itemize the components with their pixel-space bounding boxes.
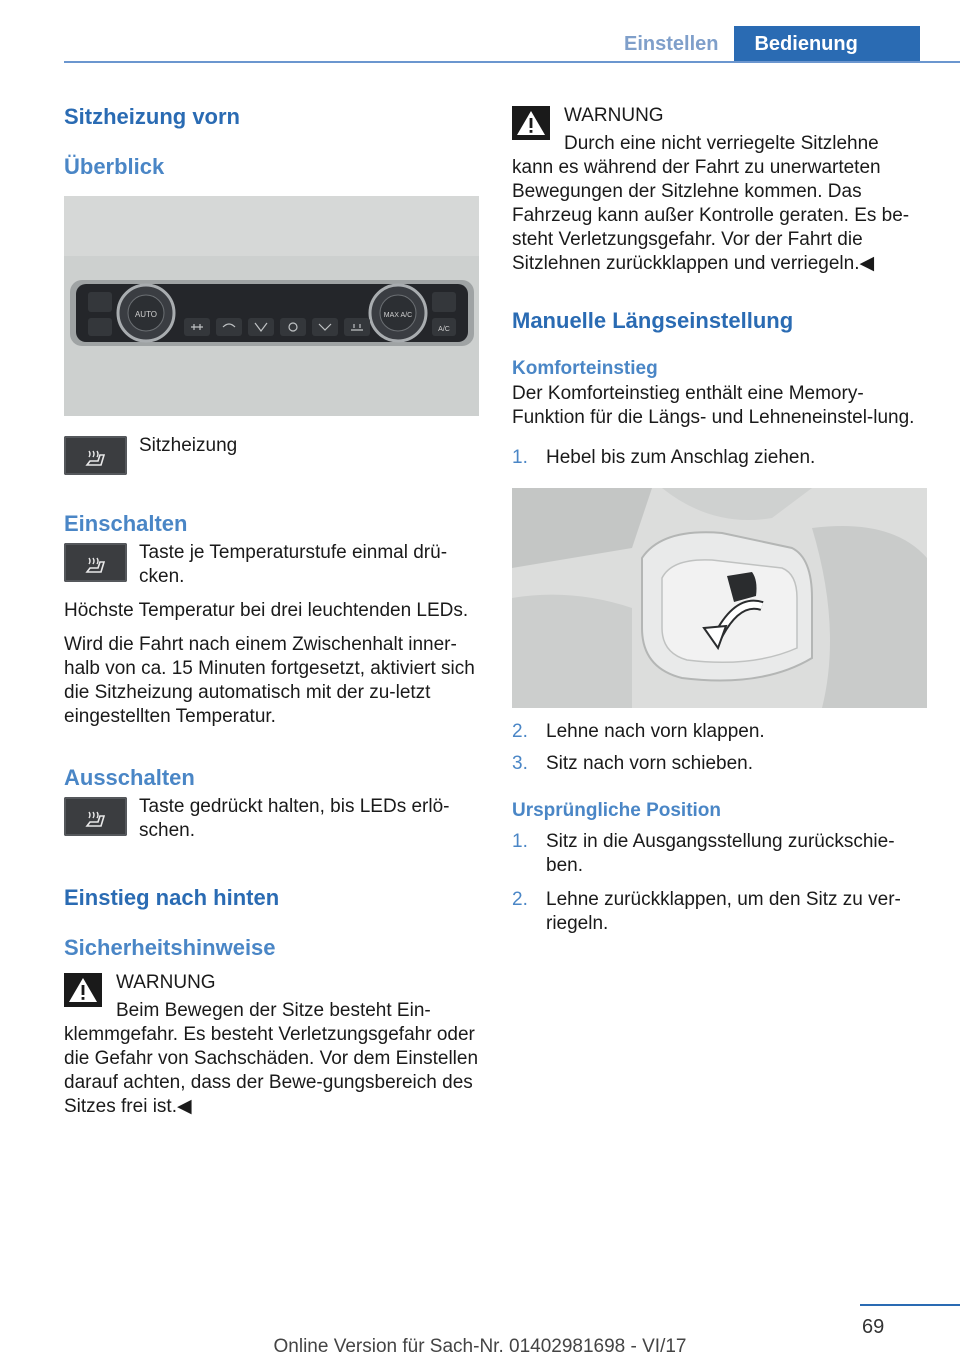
- step-number: 3.: [512, 753, 528, 774]
- step-number: 1.: [512, 447, 528, 468]
- ac-label: A/C: [438, 326, 450, 333]
- steps-list-c: [512, 830, 928, 936]
- climate-panel-photo: [64, 196, 479, 416]
- switch-on-paragraph-1: Höchste Temperatur bei drei leuchtenden LEDs.: [64, 600, 469, 621]
- switch-on-instruction: Taste je Temperaturstufe einmal drü-cken.: [139, 542, 448, 587]
- seat-heating-icon: [64, 543, 127, 582]
- comfort-entry-text: Der Komforteinstieg enthält eine Memory-Funktion für die Längs- und Lehneneinstel-lung.: [512, 383, 915, 428]
- step-number: 1.: [512, 831, 528, 852]
- section-title-seat-heating: Sitzheizung vorn: [64, 104, 240, 129]
- heading-safety: Sicherheitshinweise: [64, 935, 276, 960]
- switch-on-paragraph-2: Wird die Fahrt nach einem Zwischenhalt inner-halb von ca. 15 Minuten fortgesetzt, aktiviert sich die Sitzheizung automatisch mit der zu-letzt eingestellten Temperatur.: [64, 634, 475, 727]
- warning-label: WARNUNG: [116, 972, 216, 993]
- header-rule: [64, 61, 960, 63]
- seat-heating-label: Sitzheizung: [139, 435, 238, 456]
- warning-block-left: [64, 971, 480, 1023]
- warning-label: WARNUNG: [564, 105, 664, 126]
- heading-switch-off: Ausschalten: [64, 765, 195, 790]
- section-title-manual-adjustment: Manuelle Längseinstellung: [512, 308, 794, 333]
- climate-panel-illustration: [64, 196, 479, 416]
- steps-list-b: [512, 720, 928, 776]
- switch-on-row: [64, 541, 480, 589]
- warning-block-right: [512, 104, 928, 156]
- seat-heating-icon: [64, 797, 127, 836]
- heading-overview: Überblick: [64, 154, 165, 179]
- warning-triangle-icon: [512, 106, 550, 140]
- warning-text: kann es während der Fahrt zu unerwarteten Bewegungen der Sitzlehne kommen. Das Fahrzeug kann außer Kontrolle geraten. Es be-steht Verletzungsgefahr. Vor der Fahrt die Sitzlehnen zurückklappen und verriegeln.◀: [512, 157, 910, 274]
- step-number: 2.: [512, 721, 528, 742]
- heading-comfort-entry: Komforteinstieg: [512, 358, 658, 379]
- step-text: Lehne zurückklappen, um den Sitz zu ver-riegeln.: [546, 889, 901, 934]
- tab-einstellen[interactable]: Einstellen: [624, 33, 719, 55]
- seat-heating-legend: [64, 434, 480, 475]
- section-title-rear-entry: Einstieg nach hinten: [64, 885, 280, 910]
- seat-lever-photo: [512, 488, 927, 708]
- left-column: [64, 96, 480, 1119]
- right-column: [512, 96, 928, 936]
- switch-off-row: [64, 795, 480, 843]
- steps-list-a: [512, 446, 928, 470]
- seat-heating-icon: [64, 436, 127, 475]
- header-tabs: [608, 26, 920, 62]
- switch-off-instruction: Taste gedrückt halten, bis LEDs erlö-schen.: [139, 796, 450, 841]
- warning-first-line: Durch eine nicht verriegelte Sitzlehne: [564, 133, 879, 154]
- step-text: Lehne nach vorn klappen.: [546, 721, 765, 742]
- list-item: [512, 830, 928, 878]
- warning-text: klemmgefahr. Es besteht Verletzungsgefahr oder die Gefahr von Sachschäden. Vor dem Einstellen darauf achten, dass der Bewe-gungsbereich des Sitzes frei ist.◀: [64, 1024, 479, 1117]
- page-number: 69: [862, 1316, 885, 1338]
- heading-original-position: Ursprüngliche Position: [512, 800, 722, 821]
- step-text: Hebel bis zum Anschlag ziehen.: [546, 447, 816, 468]
- step-text: Sitz in die Ausgangsstellung zurückschie-ben.: [546, 831, 895, 876]
- list-item: [512, 888, 928, 936]
- max-ac-label: MAX A/C: [383, 312, 413, 319]
- list-item: [512, 446, 928, 470]
- list-item: [512, 752, 928, 776]
- warning-triangle-icon: [64, 973, 102, 1007]
- step-text: Sitz nach vorn schieben.: [546, 753, 754, 774]
- tab-bedienung[interactable]: Bedienung: [734, 26, 920, 62]
- step-number: 2.: [512, 889, 528, 910]
- auto-label: AUTO: [134, 310, 158, 319]
- list-item: [512, 720, 928, 744]
- heading-switch-on: Einschalten: [64, 511, 188, 536]
- footer-rule: [860, 1304, 960, 1306]
- seat-lever-illustration: [512, 488, 927, 708]
- online-version-note: Online Version für Sach-Nr. 01402981698 - VI/17: [273, 1336, 687, 1357]
- warning-first-line: Beim Bewegen der Sitze besteht Ein-: [116, 1000, 431, 1021]
